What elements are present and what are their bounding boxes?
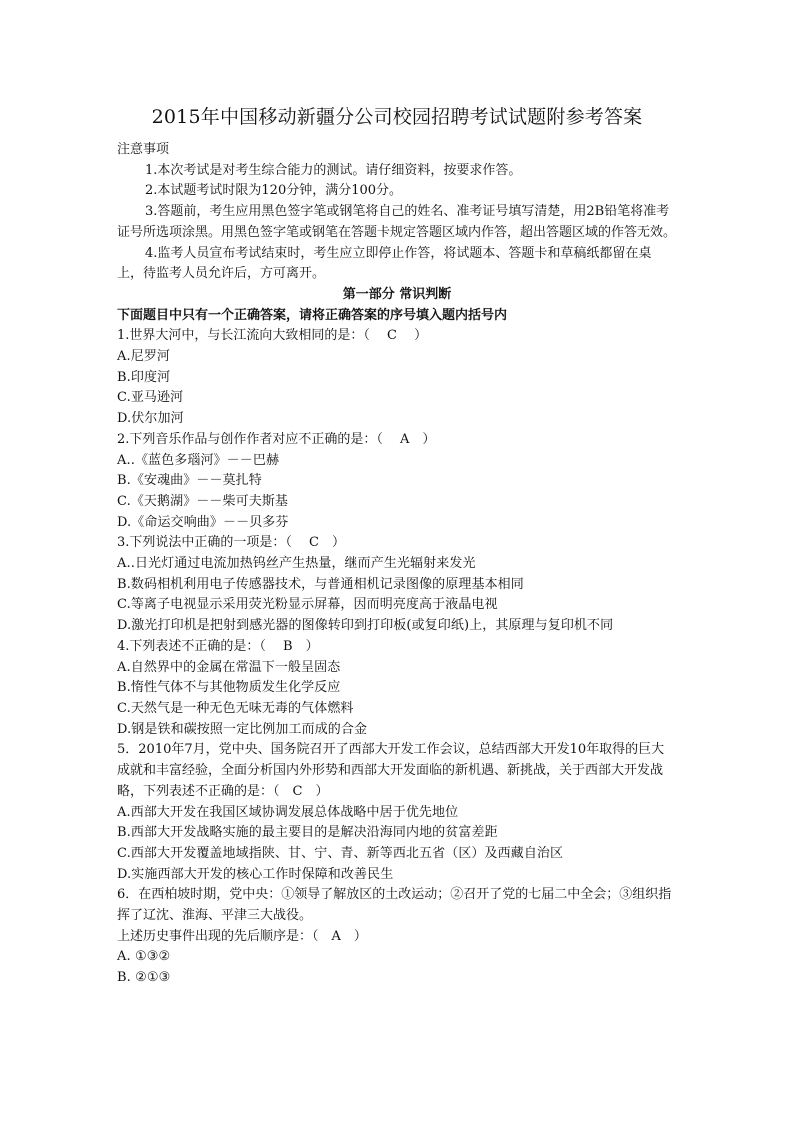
notice-item-3: 3.答题前，考生应用黑色签字笔或钢笔将自己的姓名、准考证号填写清楚，用2B铅笔将准考证号所选项涂黑。用黑色签字笔或钢笔在答题卡规定答题区域内作答，超出答题区域的作答无效。 — [117, 204, 677, 240]
question-stem: 2.下列音乐作品与创作作者对应不正确的是：（ A ） — [117, 431, 436, 447]
option-a: A..《蓝色多瑙河》－－巴赫 — [117, 452, 280, 468]
section-instruction: 下面题目中只有一个正确答案，请将正确答案的序号填入题内括号内 — [117, 307, 508, 323]
question-stem: 6．在西柏坡时期，党中央：①领导了解放区的土改运动；②召开了党的七届二中全会；③组织指挥了辽沈、淮海、平津三大战役。 — [117, 887, 672, 924]
question-1 — [117, 326, 677, 430]
question-3 — [117, 533, 677, 637]
option-a: A..日光灯通过电流加热钨丝产生热量，继而产生光辐射来发光 — [117, 556, 476, 572]
option-list — [117, 947, 677, 988]
section-title: 第一部分 常识判断 — [342, 286, 452, 302]
notice-item-2: 2.本试题考试时限为120分钟，满分100分。 — [145, 183, 403, 199]
option-d: D.钢是铁和碳按照一定比例加工而成的合金 — [117, 721, 368, 737]
option-c: C.西部大开发覆盖地域指陕、甘、宁、青、新等西北五省（区）及西藏自治区 — [117, 845, 564, 861]
notice-item-4: 4.监考人员宣布考试结束时，考生应立即停止作答，将试题本、答题卡和草稿纸都留在桌上，待监考人员允许后，方可离开。 — [117, 245, 652, 282]
option-list — [117, 803, 677, 886]
option-d: D.激光打印机是把射到感光器的图像转印到打印板(或复印纸)上，其原理与复印机不同 — [117, 618, 614, 634]
option-b: B. ②①③ — [117, 970, 171, 986]
question-stem: 5．2010年7月，党中央、国务院召开了西部大开发工作会议，总结西部大开发10年取得的巨大成就和丰富经验，全面分析国内外形势和西部大开发面临的新机遇、新挑战，关于西部大开发战略，下列表述不正确的是：（ C ） — [117, 742, 665, 799]
option-list — [117, 451, 677, 534]
option-a: A. ①③② — [117, 949, 171, 965]
notice-heading: 注意事项 — [117, 142, 170, 157]
option-c: C.天然气是一种无色无味无毒的气体燃料 — [117, 700, 354, 716]
option-d: D.实施西部大开发的核心工作时保障和改善民生 — [117, 866, 394, 882]
question-subprompt: 上述历史事件出现的先后顺序是：（ A ） — [117, 928, 367, 944]
option-a: A.西部大开发在我国区域协调发展总体战略中居于优先地位 — [117, 804, 459, 820]
option-b: B.惰性气体不与其他物质发生化学反应 — [117, 680, 341, 696]
question-4 — [117, 637, 677, 741]
option-d: D.《命运交响曲》－－贝多芬 — [117, 514, 289, 530]
option-a: A.尼罗河 — [117, 349, 171, 365]
option-b: B.数码相机利用电子传感器技术，与普通相机记录图像的原理基本相同 — [117, 576, 524, 592]
option-c: C.等离子电视显示采用荧光粉显示屏幕，因而明亮度高于液晶电视 — [117, 597, 498, 613]
option-list — [117, 347, 677, 430]
option-b: B.《安魂曲》－－莫扎特 — [117, 473, 262, 489]
exam-page — [117, 104, 677, 989]
option-a: A.自然界中的金属在常温下一般呈固态 — [117, 659, 341, 675]
question-stem: 1.世界大河中，与长江流向大致相同的是：（ C ） — [117, 328, 428, 344]
question-6 — [117, 885, 677, 989]
question-2 — [117, 430, 677, 534]
notice-item-1: 1.本次考试是对考生综合能力的测试。请仔细资料，按要求作答。 — [145, 162, 522, 178]
option-c: C.《天鹅湖》－－柴可夫斯基 — [117, 493, 289, 509]
option-list — [117, 658, 677, 741]
question-stem: 3.下列说法中正确的一项是：（ C ） — [117, 535, 345, 551]
option-b: B.西部大开发战略实施的最主要目的是解决沿海同内地的贫富差距 — [117, 825, 498, 841]
question-5 — [117, 740, 677, 885]
option-b: B.印度河 — [117, 369, 171, 385]
option-list — [117, 554, 677, 637]
document-title: 2015年中国移动新疆分公司校园招聘考试试题附参考答案 — [151, 106, 643, 128]
option-c: C.亚马逊河 — [117, 390, 184, 406]
option-d: D.伏尔加河 — [117, 411, 184, 427]
question-stem: 4.下列表述不正确的是：（ B ） — [117, 638, 319, 654]
